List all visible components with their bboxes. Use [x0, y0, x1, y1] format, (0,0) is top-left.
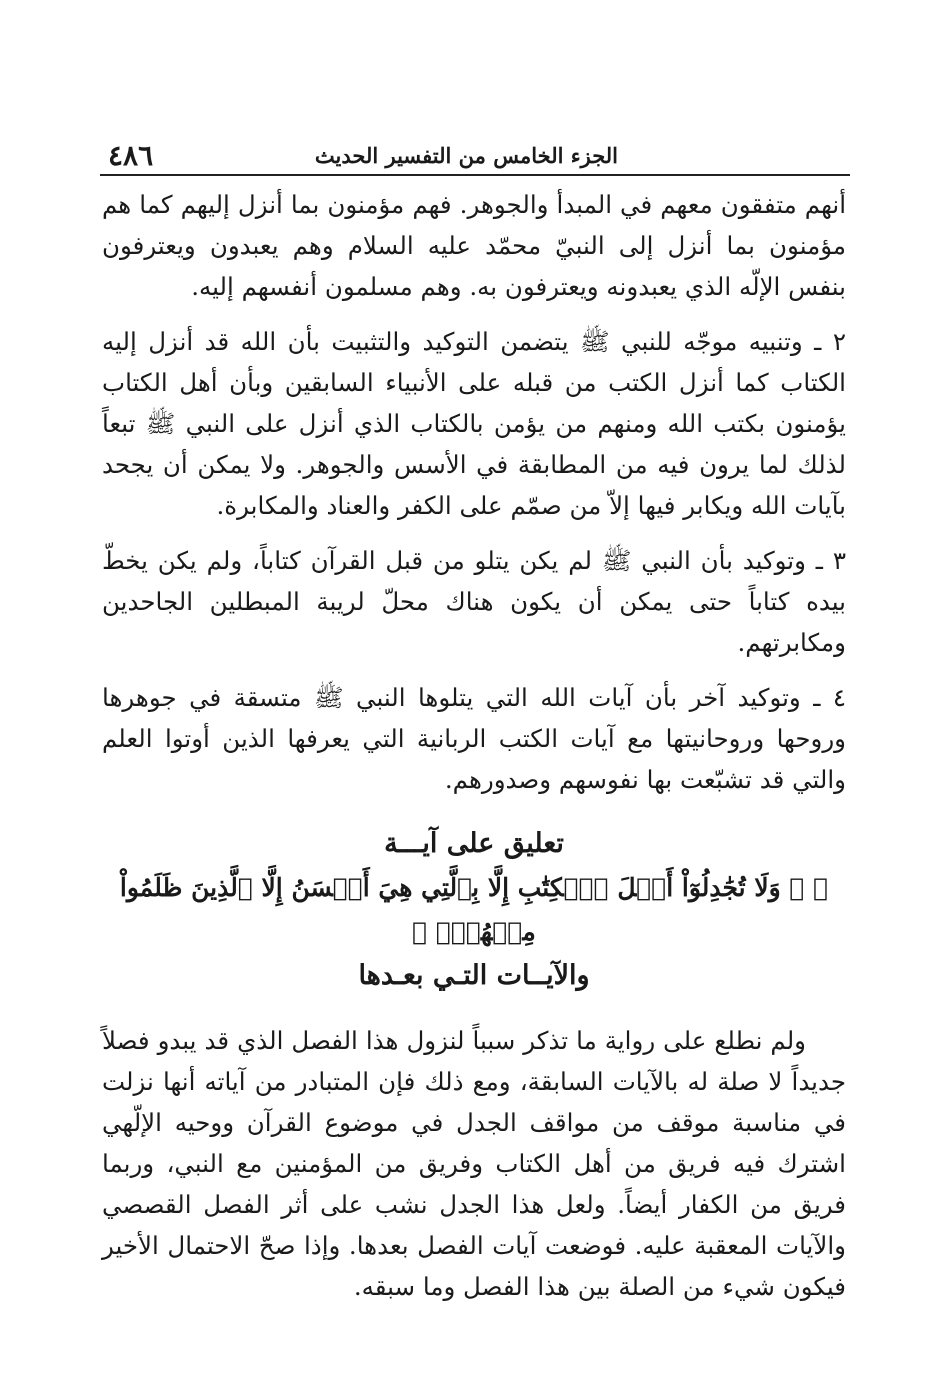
running-title: الجزء الخامس من التفسير الحديث — [314, 143, 618, 168]
quran-verse — [102, 866, 846, 954]
page-number: ٤٨٦ — [108, 139, 154, 172]
running-header — [100, 134, 850, 176]
paragraph-commentary: ولم نطلع على رواية ما تذكر سبباً لنزول هذا الفصل الذي قد يبدو فصلاً جديداً لا صلة له بالآيات السابقة، ومع ذلك فإن المتبادر من آياته أنها نزلت في مناسبة موقف من مواقف الجدل في موضوع القرآن ووحيه الإلّهي اشترك فيه فريق من أهل الكتاب وفريق من المؤمنين مع النبي، وربما فريق من الكفار أيضاً. ولعل هذا الجدل نشب على أثر الفصل القصصي والآيات المعقبة عليه. فوضعت آيات الفصل بعدها. وإذا صحّ الاحتمال الأخير فيكون شيء من الصلة بين هذا الفصل وما سبقه. — [102, 1026, 846, 1301]
paragraph-continuation: أنهم متفقون معهم في المبدأ والجوهر. فهم مؤمنون بما أنزل إليهم كما هم مؤمنون بما أنزل إلى النبيّ محمّد عليه السلام وهم يعبدون ويعترفون بنفس الإلّه الذي يعبدونه ويعترفون به. وهم مسلمون أنفسهم إليه. — [102, 190, 846, 301]
verse-open-bracket: ﴿ — [813, 873, 829, 902]
section-heading-line3: والآيــات التـي بعـدها — [358, 960, 590, 991]
body-text — [102, 184, 846, 1321]
paragraph-point-3: ٣ ـ وتوكيد بأن النبي ﷺ لم يكن يتلو من قبل القرآن كتاباً، ولم يكن يخطّ بيده كتاباً حتى يمكن أن يكون هناك محلّ لريبة المبطلين الجاحدين ومكابرتهم. — [102, 546, 846, 657]
section-heading-line1: تعليق على آيـــة — [384, 828, 564, 859]
paragraph-point-2: ٢ ـ وتنبيه موجّه للنبي ﷺ يتضمن التوكيد والتثبيت بأن الله قد أنزل إليه الكتاب كما أنزل الكتب من قبله على الأنبياء السابقين وبأن أهل الكتاب يؤمنون بكتب الله ومنهم من يؤمن بالكتاب الذي أنزل على النبي ﷺ تبعاً لذلك لما يرون فيه من المطابقة في الأسس والجوهر. ولا يمكن أن يجحد بآيات الله ويكابر فيها إلاّ من صمّم على الكفر والعناد والمكابرة. — [102, 327, 846, 520]
verse-text: ۞ وَلَا تُجَٰدِلُوٓاْ أَهۡلَ ٱلۡكِتَٰبِ إِلَّا بِٱلَّتِي هِيَ أَحۡسَنُ إِلَّا ٱلَّذِينَ ظَلَمُواْ مِنۡهُمۡۖ — [119, 873, 805, 946]
paragraph-point-4: ٤ ـ وتوكيد آخر بأن آيات الله التي يتلوها النبي ﷺ متسقة في جوهرها وروحها وروحانيتها مع آيات الكتب الربانية التي يعرفها الذين أوتوا العلم والتي قد تشبّعت بها نفوسهم وصدورهم. — [102, 683, 846, 794]
verse-close-bracket: ﴾ — [412, 917, 428, 946]
section-heading — [102, 822, 846, 998]
